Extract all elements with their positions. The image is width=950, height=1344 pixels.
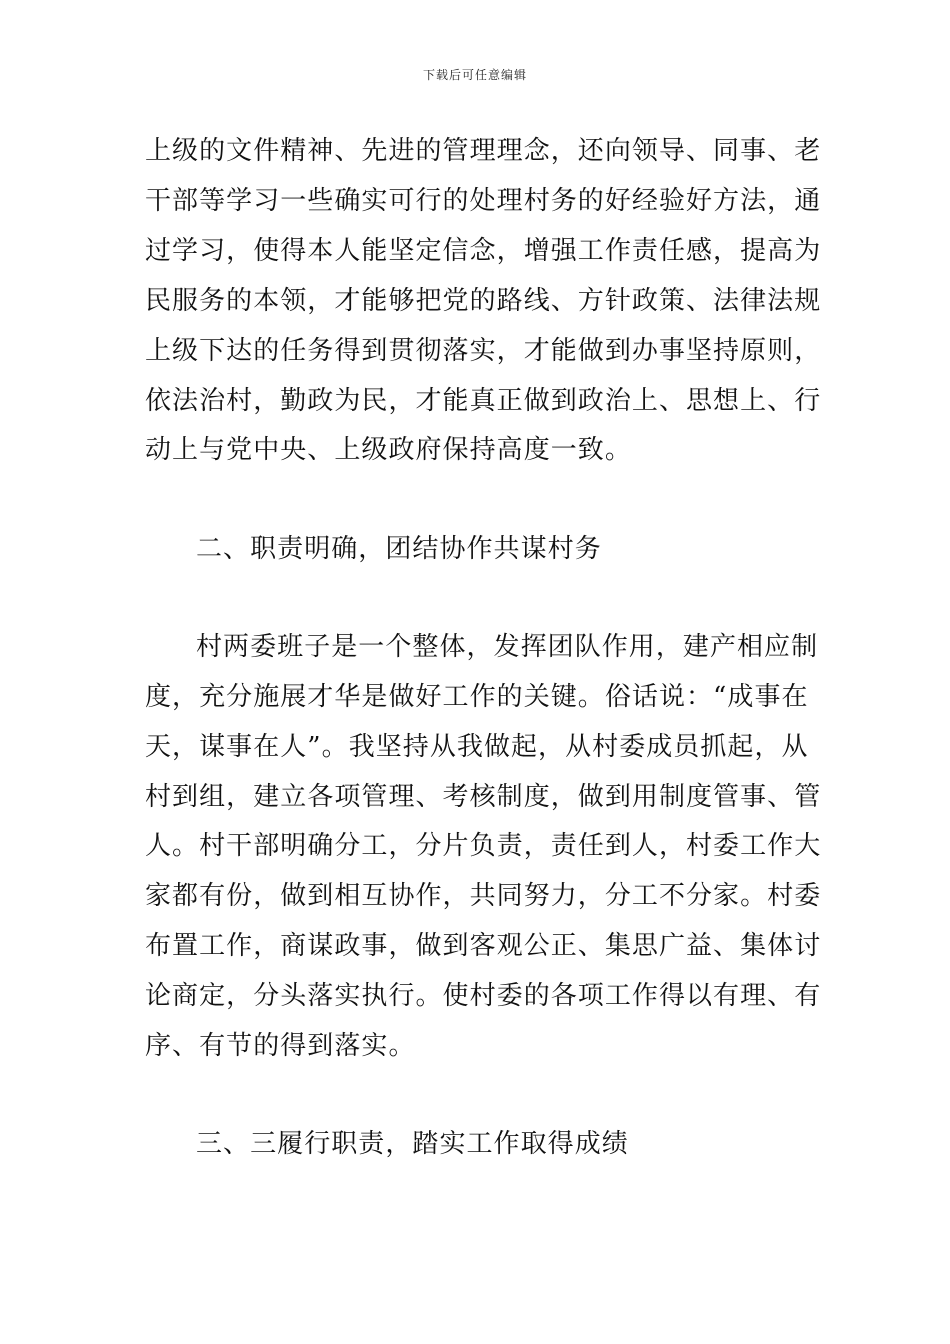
paragraph-line: 上级下达的任务得到贯彻落实，才能做到办事坚持原则， xyxy=(145,336,822,366)
paragraph-line: 村到组，建立各项管理、考核制度，做到用制度管事、管 xyxy=(145,782,822,812)
paragraph-line: 动上与党中央、上级政府保持高度一致。 xyxy=(145,435,632,465)
paragraph-line: 依法治村，勤政为民，才能真正做到政治上、思想上、行 xyxy=(145,386,822,416)
header-note: 下载后可任意编辑 xyxy=(422,68,527,82)
paragraph-line: 过学习，使得本人能坚定信念，增强工作责任感，提高为 xyxy=(145,236,822,266)
paragraph-line: 度，充分施展才华是做好工作的关键。俗话说：“成事在 xyxy=(145,682,809,712)
paragraph-line: 序、有节的得到落实。 xyxy=(145,1031,416,1061)
paragraph-line: 家都有份，做到相互协作，共同努力，分工不分家。村委 xyxy=(145,881,822,911)
paragraph-line: 民服务的本领，才能够把党的路线、方针政策、法律法规 xyxy=(145,286,822,316)
paragraph-line: 布置工作，商谋政事，做到客观公正、集思广益、集体讨 xyxy=(145,931,822,961)
paragraph-line: 天，谋事在人”。我坚持从我做起，从村委成员抓起，从 xyxy=(145,732,809,762)
section-heading-2: 二、职责明确，团结协作共谋村务 xyxy=(196,534,602,564)
paragraph-line: 论商定，分头落实执行。使村委的各项工作得以有理、有 xyxy=(145,981,822,1011)
paragraph-line: 村两委班子是一个整体，发挥团队作用，建产相应制 xyxy=(196,632,819,662)
paragraph-line: 上级的文件精神、先进的管理理念，还向领导、同事、老 xyxy=(145,136,822,166)
paragraph-line: 干部等学习一些确实可行的处理村务的好经验好方法，通 xyxy=(145,186,822,216)
section-heading-3: 三、三履行职责，踏实工作取得成绩 xyxy=(196,1129,629,1159)
paragraph-line: 人。村干部明确分工，分片负责，责任到人，村委工作大 xyxy=(145,831,822,861)
